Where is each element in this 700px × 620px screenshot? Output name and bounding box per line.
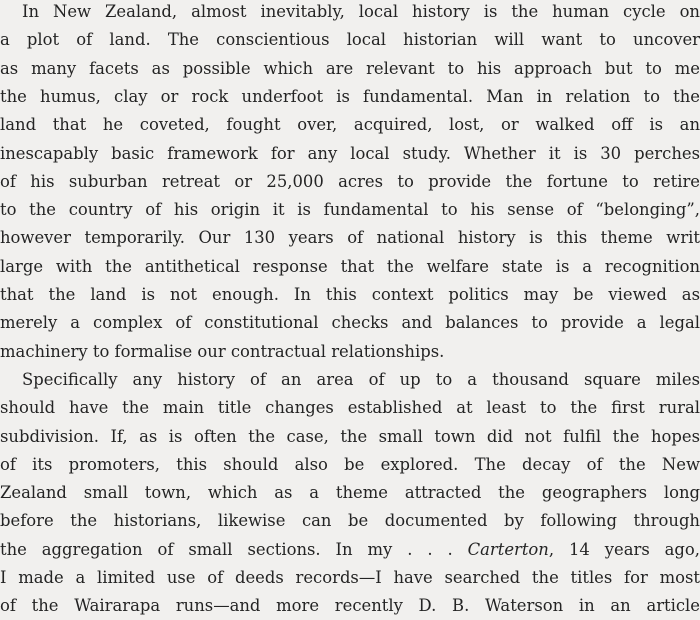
text-line: a plot of land. The conscientious local historian will want to uncover: [0, 30, 700, 50]
text-line: as many facets as possible which are relevant to his approach but to me: [0, 58, 700, 78]
text-line: land that he coveted, fought over, acquired, lost, or walked off is an: [0, 115, 700, 135]
text-line: of its promoters, this should also be explored. The decay of the New: [0, 454, 700, 474]
text-line: large with the antithetical response that the welfare state is a recognition: [0, 256, 700, 276]
text-line: inescapably basic framework for any local study. Whether it is 30 perches: [0, 143, 700, 163]
text-line: Specifically any history of an area of up to a thousand square miles: [22, 369, 700, 389]
text-line: before the historians, likewise can be documented by following through: [0, 511, 700, 531]
italic-title: Carterton: [467, 539, 549, 559]
text-line: machinery to formalise our contractual relationships.: [0, 341, 445, 361]
text-line: to the country of his origin it is fundamental to his sense of “belonging”,: [0, 200, 700, 220]
text-line: merely a complex of constitutional checks and balances to provide a legal: [0, 313, 700, 333]
text-line: the aggregation of small sections. In my . . . Carterton, 14 years ago,: [0, 539, 700, 559]
text-line: that the land is not enough. In this context politics may be viewed as: [0, 285, 700, 304]
text-line: should have the main title changes established at least to the first rural: [0, 398, 700, 418]
text-line: In New Zealand, almost inevitably, local history is the human cycle on: [22, 2, 700, 21]
text-line: the humus, clay or rock underfoot is fundamental. Man in relation to the: [0, 86, 700, 106]
text-line: however temporarily. Our 130 years of national history is this theme writ: [0, 228, 700, 248]
text-line: I made a limited use of deeds records—I have searched the titles for most: [0, 568, 700, 587]
text-line: Zealand small town, which as a theme attracted the geographers long: [0, 483, 700, 503]
text-line: subdivision. If, as is often the case, the small town did not fulfil the hopes: [0, 426, 700, 446]
text-line: of the Wairarapa runs—and more recently D. B. Waterson in an article: [0, 596, 700, 616]
text-line: of his suburban retreat or 25,000 acres to provide the fortune to retire: [0, 171, 700, 191]
